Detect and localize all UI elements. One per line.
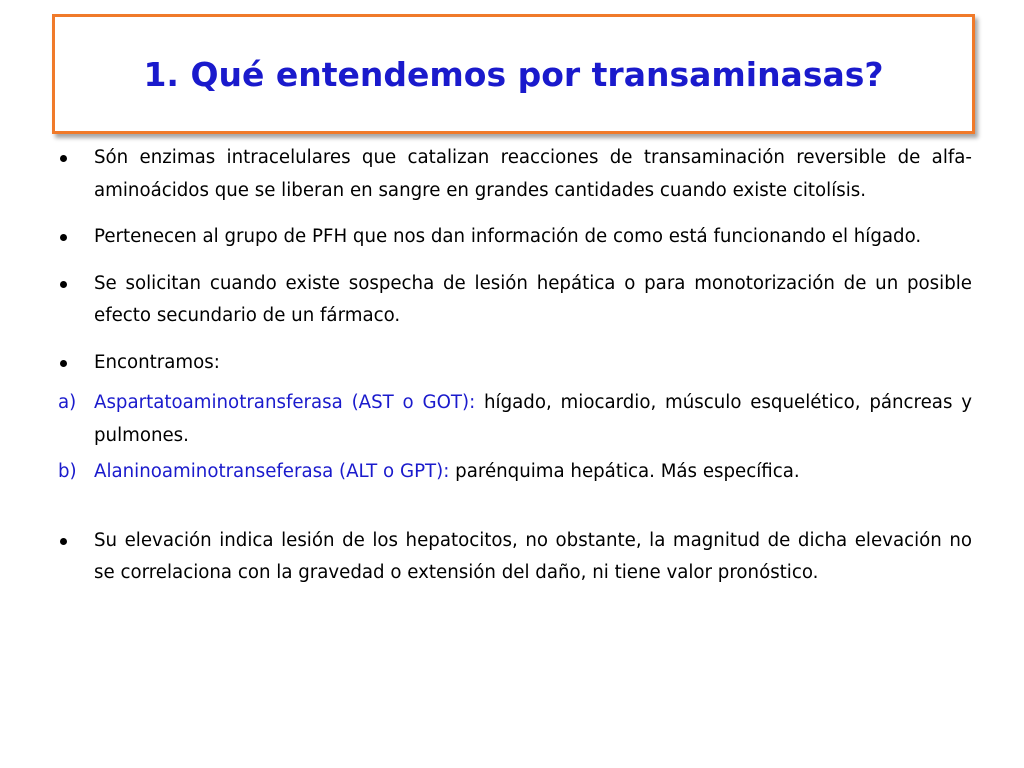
bullet-text: Són enzimas intracelulares que catalizan reacciones de transaminación reversible de alfa-aminoácidos que se liberan en sangre en grandes cantidades cuando existe citolísis. bbox=[94, 147, 972, 201]
enzyme-marker: b) bbox=[58, 461, 77, 482]
slide-title: 1. Qué entendemos por transaminasas? bbox=[143, 54, 884, 94]
bullet-dot-icon bbox=[60, 538, 67, 545]
bullet-text: Encontramos: bbox=[94, 351, 220, 373]
bullet-definition bbox=[58, 142, 972, 207]
enzyme-marker: a) bbox=[58, 392, 77, 413]
bullet-encontramos bbox=[58, 347, 972, 380]
bullet-text: Pertenecen al grupo de PFH que nos dan información de como está funcionando el hígado. bbox=[94, 226, 922, 247]
bullet-text: Se solicitan cuando existe sospecha de lesión hepática o para monotorización de un posible efecto secundario de un fármaco. bbox=[94, 272, 972, 326]
bullet-dot-icon bbox=[60, 281, 67, 288]
enzyme-description: hígado, miocardio, músculo esquelético, páncreas y pulmones. bbox=[94, 392, 972, 446]
bullet-dot-icon bbox=[60, 360, 67, 367]
bullet-elevation bbox=[58, 525, 972, 590]
enzyme-description: parénquima hepática. Más específica. bbox=[455, 461, 800, 482]
enzyme-term: Aspartatoaminotransferasa (AST o GOT): bbox=[94, 392, 476, 413]
bullet-pfh bbox=[58, 221, 972, 254]
enzyme-item-alt bbox=[58, 456, 972, 489]
title-box bbox=[52, 14, 975, 134]
bullet-dot-icon bbox=[60, 234, 67, 241]
bullet-request bbox=[58, 268, 972, 333]
bullet-text: Su elevación indica lesión de los hepatocitos, no obstante, la magnitud de dicha elevación no se correlaciona con la gravedad o extensión del daño, ni tiene valor pronóstico. bbox=[94, 529, 972, 583]
enzyme-item-ast bbox=[58, 387, 972, 452]
slide-content bbox=[58, 142, 972, 590]
enzyme-term: Alaninoaminotranseferasa (ALT o GPT): bbox=[94, 461, 450, 482]
bullet-dot-icon bbox=[60, 155, 67, 162]
